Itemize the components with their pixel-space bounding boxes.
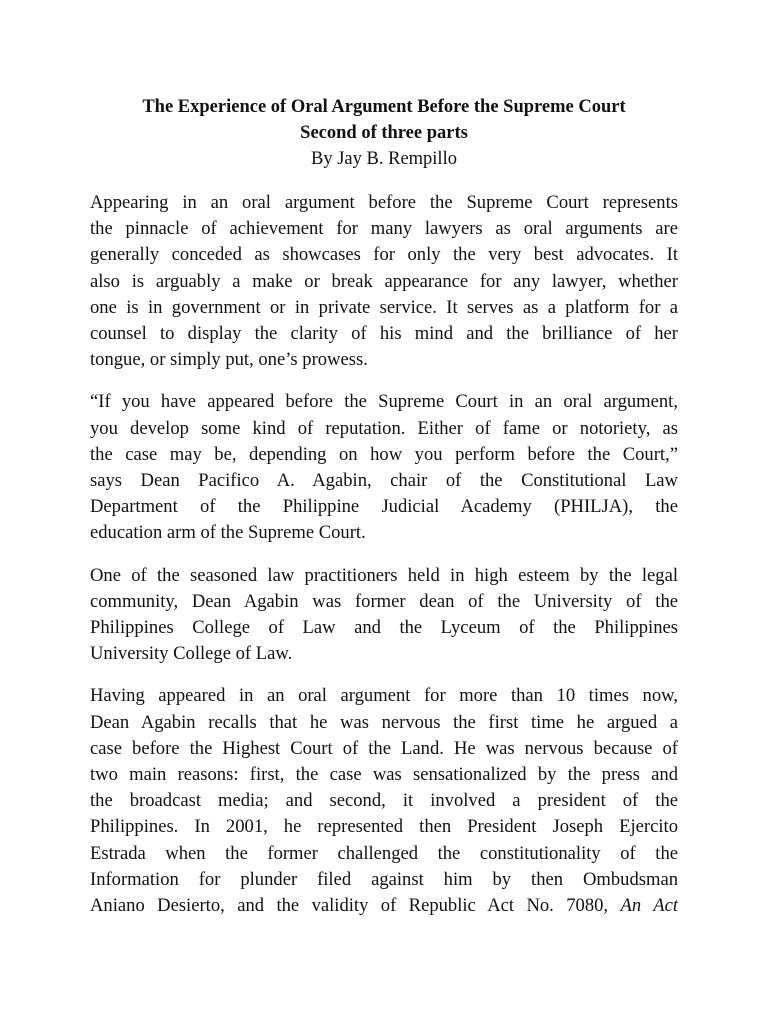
paragraph-line: Information for plunder filed against him by then Ombudsman bbox=[90, 868, 678, 890]
paragraph-line: Philippines College of Law and the Lyceum of the Philippines bbox=[90, 617, 678, 639]
article-title: The Experience of Oral Argument Before the Supreme Court bbox=[142, 97, 626, 117]
paragraph-line: tongue, or simply put, one’s prowess. bbox=[90, 349, 368, 371]
paragraph-line: Having appeared in an oral argument for more than 10 times now, bbox=[90, 685, 678, 707]
title-block bbox=[90, 94, 678, 172]
paragraph-line: Dean Agabin recalls that he was nervous the first time he argued a bbox=[90, 711, 678, 733]
paragraph-line: Appearing in an oral argument before the Supreme Court represents bbox=[90, 192, 678, 213]
paragraph-line: you develop some kind of reputation. Either of fame or notoriety, as bbox=[90, 417, 678, 439]
paragraph-line: says Dean Pacifico A. Agabin, chair of the Constitutional Law bbox=[90, 470, 678, 492]
article-subtitle: Second of three parts bbox=[300, 123, 468, 143]
paragraph-line: Philippines. In 2001, he represented then President Joseph Ejercito bbox=[90, 816, 678, 838]
paragraph-line: two main reasons: first, the case was sensationalized by the press and bbox=[90, 764, 678, 786]
paragraph-1 bbox=[90, 190, 678, 373]
paragraph-line-text: Aniano Desierto, and the validity of Republic Act No. 7080, bbox=[90, 895, 621, 917]
paragraph-line: Estrada when the former challenged the constitutionality of the bbox=[90, 842, 678, 864]
paragraph-line: One of the seasoned law practitioners held in high esteem by the legal bbox=[90, 564, 678, 586]
paragraph-3 bbox=[90, 563, 678, 668]
paragraph-line: case before the Highest Court of the Land. He was nervous because of bbox=[90, 737, 678, 759]
paragraph-line: one is in government or in private service. It serves as a platform for a bbox=[90, 296, 678, 318]
paragraph-line: generally conceded as showcases for only the very best advocates. It bbox=[90, 244, 678, 266]
paragraph-line: Department of the Philippine Judicial Academy (PHILJA), the bbox=[90, 496, 678, 518]
act-title-italic: An Act bbox=[620, 895, 678, 917]
paragraph-line: the pinnacle of achievement for many lawyers as oral arguments are bbox=[90, 218, 678, 240]
paragraph-line: education arm of the Supreme Court. bbox=[90, 522, 366, 544]
paragraph-line: the case may be, depending on how you perform before the Court,” bbox=[90, 443, 678, 465]
article-body bbox=[90, 190, 678, 935]
paragraph-line: “If you have appeared before the Supreme Court in an oral argument, bbox=[90, 391, 678, 413]
paragraph-2 bbox=[90, 389, 678, 546]
paragraph-line: also is arguably a make or break appearance for any lawyer, whether bbox=[90, 270, 678, 292]
paragraph-4 bbox=[90, 683, 678, 919]
article-byline: By Jay B. Rempillo bbox=[311, 149, 457, 169]
paragraph-line: University College of Law. bbox=[90, 643, 293, 665]
paragraph-line: community, Dean Agabin was former dean of the University of the bbox=[90, 590, 678, 612]
paragraph-line: counsel to display the clarity of his mind and the brilliance of her bbox=[90, 323, 678, 345]
paragraph-line: the broadcast media; and second, it involved a president of the bbox=[90, 790, 678, 812]
paragraph-line-final bbox=[90, 893, 678, 919]
